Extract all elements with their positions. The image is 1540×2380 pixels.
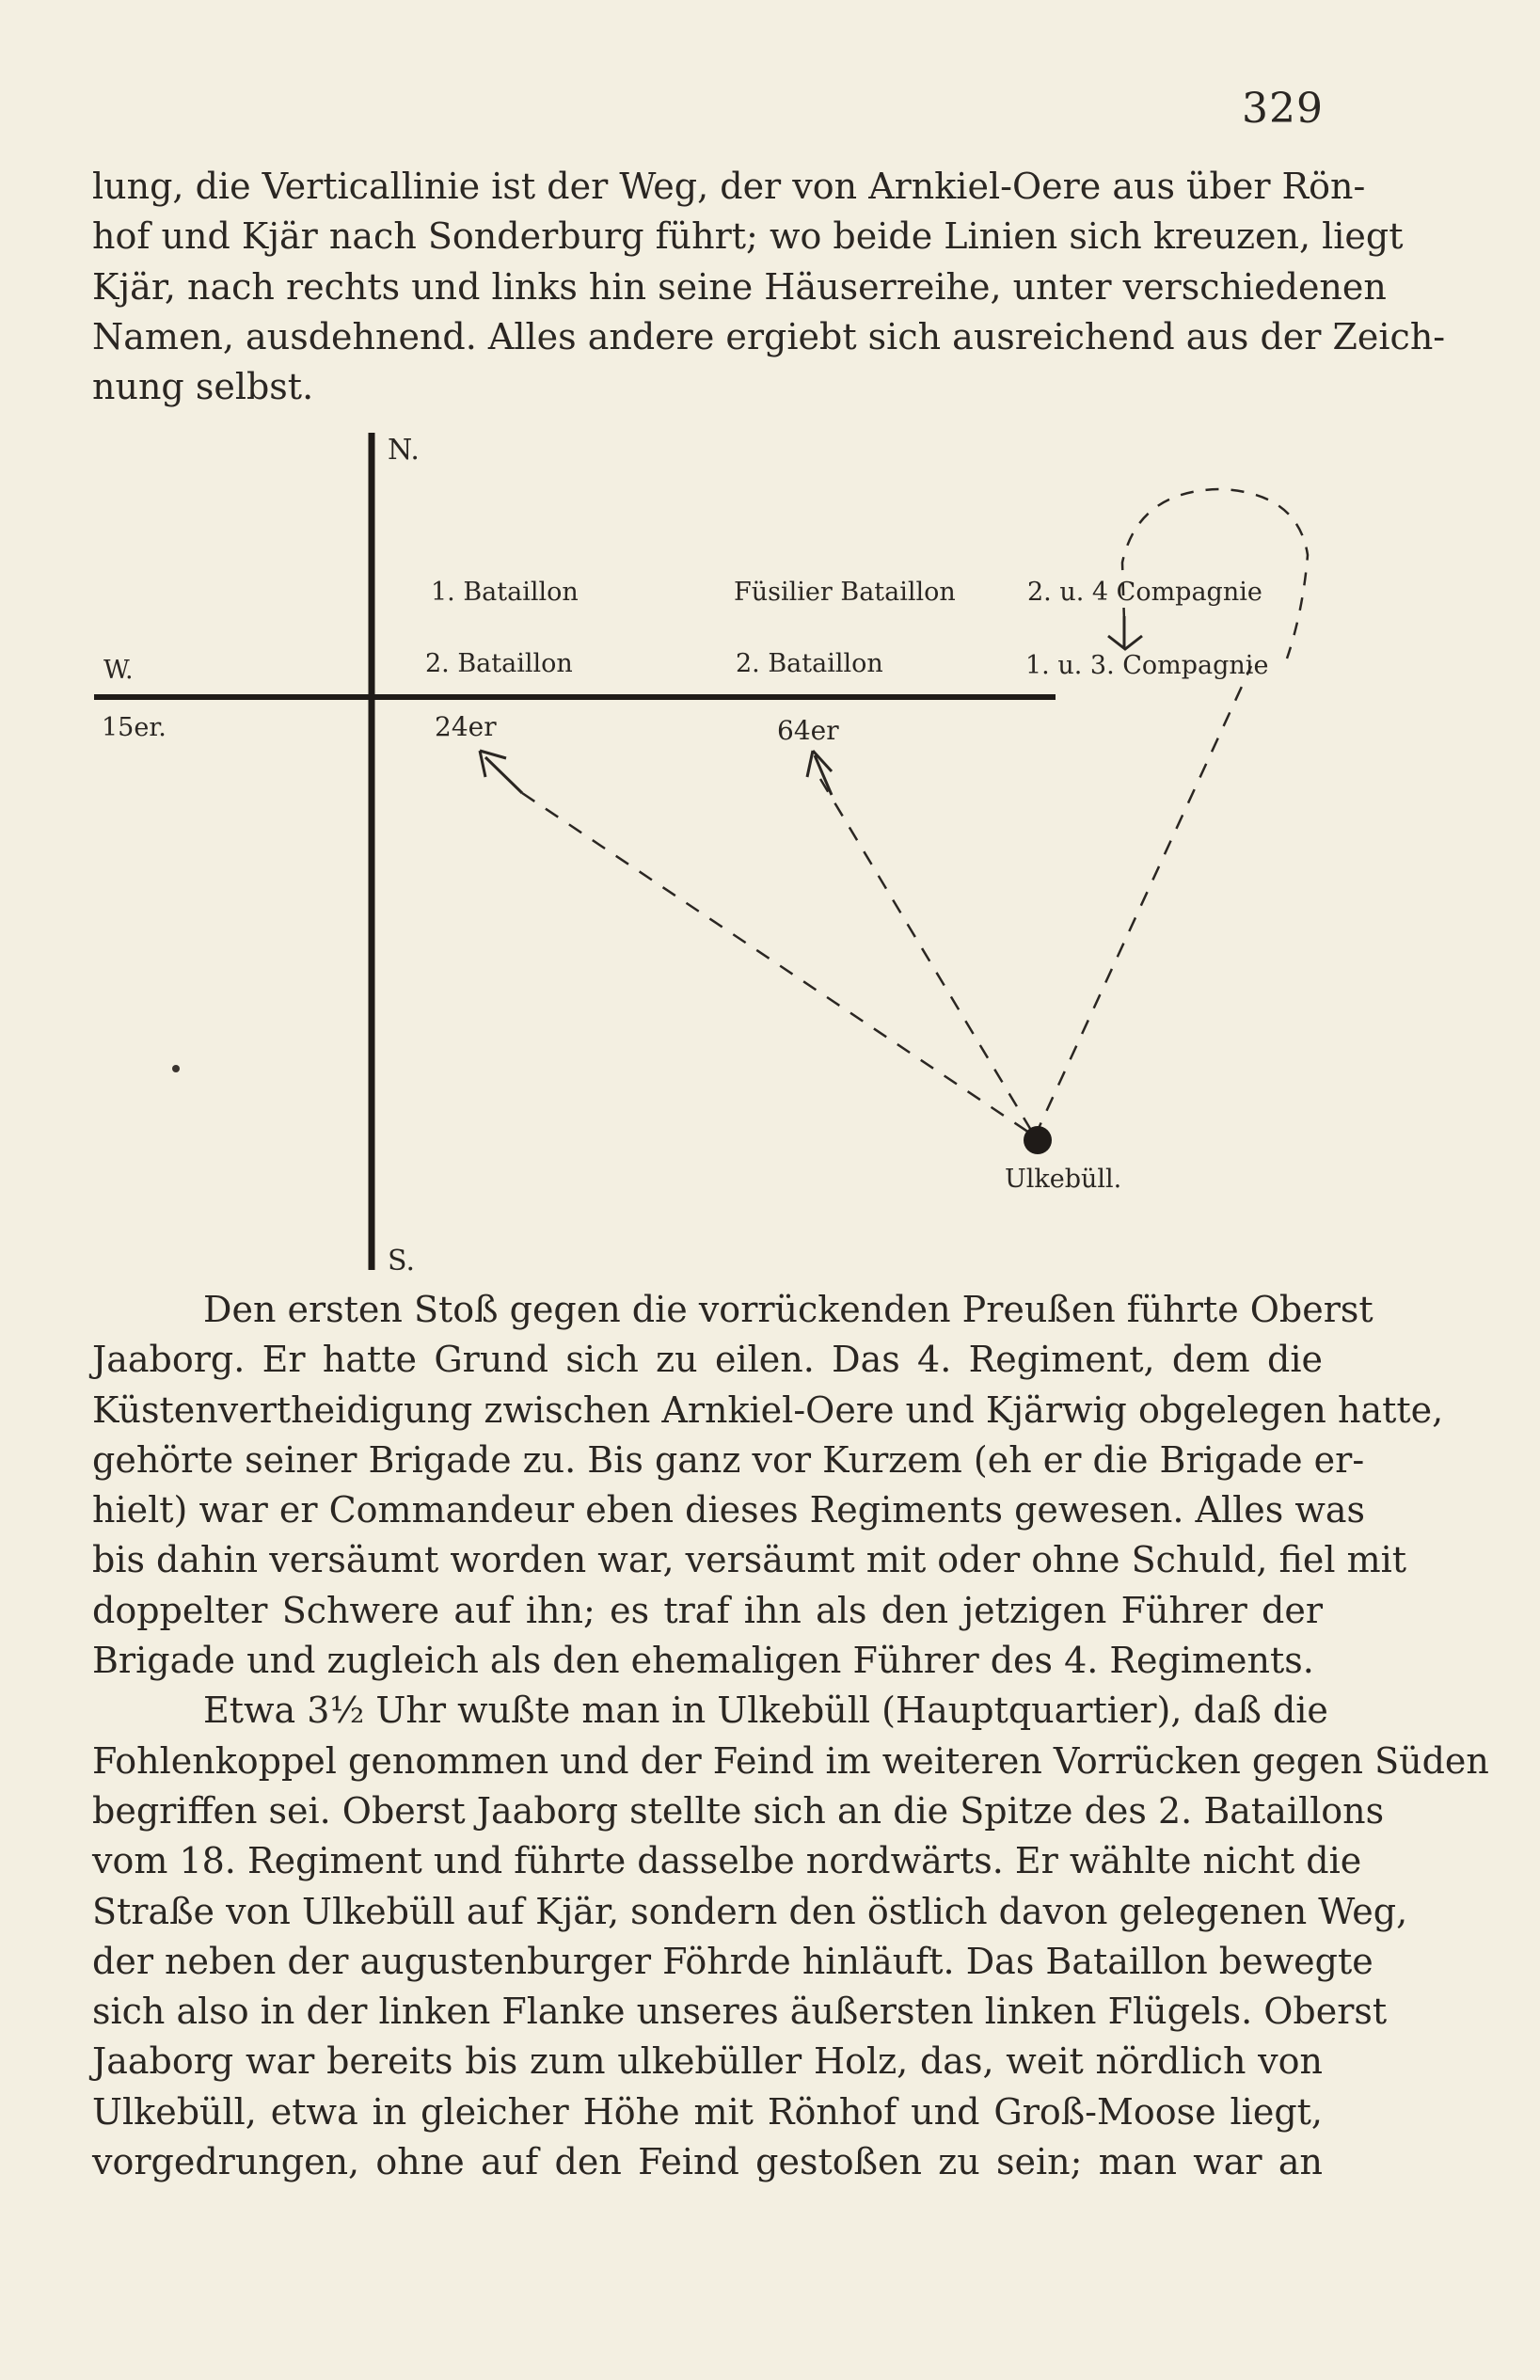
label-north: N. [388,434,420,467]
text-line: vom 18. Regiment und führte dasselbe nordwärts. Er wählte nicht die [92,1840,1362,1882]
text-line: gehörte seiner Brigade zu. Bis ganz vor Kurzem (eh er die Brigade er- [92,1438,1365,1481]
route-companies [1035,666,1251,1136]
text-line: begriffen sei. Oberst Jaaborg stellte sich an die Spitze des 2. Bataillons [92,1789,1385,1832]
label-west: W. [103,656,134,685]
text-line: Kjär, nach rechts und links hin seine Häuserreihe, unter verschiedenen [92,265,1387,308]
paragraph-main [92,1285,1489,2187]
text-line: Jaaborg war bereits bis zum ulkebüller Holz, das, weit nördlich von [92,2040,1323,2083]
label-village: Ulkebüll. [1005,1165,1122,1194]
village-marker [1024,1126,1052,1154]
text-line: Jaaborg. Er hatte Grund sich zu eilen. Das 4. Regiment, dem die [92,1339,1323,1381]
label-24er: 24er [435,711,497,742]
route-64er [820,779,1035,1136]
label-south: S. [388,1245,416,1277]
label-fusilier-bataillon: Füsilier Bataillon [734,578,956,607]
text-line: hielt) war er Commandeur eben dieses Regiments gewesen. Alles was [92,1489,1366,1531]
label-bataillon-2-left: 2. Bataillon [425,649,573,678]
label-bataillon-1: 1. Bataillon [431,578,579,607]
text-line: Namen, ausdehnend. Alles andere ergiebt sich ausreichend aus der Zeich- [92,315,1446,357]
text-line: Brigade und zugleich als den ehemaligen Führer des 4. Regiments. [92,1640,1314,1682]
arrow-companies [1108,616,1142,649]
arrow-64er [807,751,832,795]
text-line: Den ersten Stoß gegen die vorrückenden Preußen führte Oberst [203,1289,1373,1330]
text-line: Küstenvertheidigung zwischen Arnkiel-Oere und Kjärwig obgelegen hatte, [92,1388,1444,1431]
ink-speck [172,1065,180,1072]
text-line: nung selbst. [92,366,314,408]
text-line: Ulkebüll, etwa in gleicher Höhe mit Rönhof und Groß-Moose liegt, [92,2090,1323,2133]
label-companies-2-4: 2. u. 4 Compagnie [1027,578,1262,607]
text-line: der neben der augustenburger Föhrde hinläuft. Das Bataillon bewegte [92,1940,1373,1982]
text-line: Straße von Ulkebüll auf Kjär, sondern den östlich davon gelegenen Weg, [92,1890,1408,1932]
route-24er [522,793,1035,1136]
text-line: Fohlenkoppel genommen und der Feind im weiteren Vorrücken gegen Süden [92,1739,1489,1782]
label-bataillon-2-mid: 2. Bataillon [736,649,883,678]
arrow-24er [480,751,522,793]
label-15er: 15er. [102,713,167,742]
text-line: doppelter Schwere auf ihn; es traf ihn als den jetzigen Führer der [92,1589,1323,1631]
text-line: Etwa 3½ Uhr wußte man in Ulkebüll (Hauptquartier), daß die [203,1690,1328,1732]
label-companies-1-3: 1. u. 3. Compagnie [1025,651,1269,680]
text-line: bis dahin versäumt worden war, versäumt mit oder ohne Schuld, fiel mit [92,1539,1407,1581]
page-number: 329 [1242,85,1324,133]
text-line: hof und Kjär nach Sonderburg führt; wo beide Linien sich kreuzen, liegt [92,215,1404,258]
text-line: lung, die Verticallinie ist der Weg, der von Arnkiel-Oere aus über Rön- [92,166,1366,207]
text-line: sich also in der linken Flanke unseres äußersten linken Flügels. Oberst [92,1991,1388,2033]
text-line: vorgedrungen, ohne auf den Feind gestoßen zu sein; man war an [92,2141,1323,2183]
label-64er: 64er [777,715,839,746]
route-loop [1122,489,1308,658]
